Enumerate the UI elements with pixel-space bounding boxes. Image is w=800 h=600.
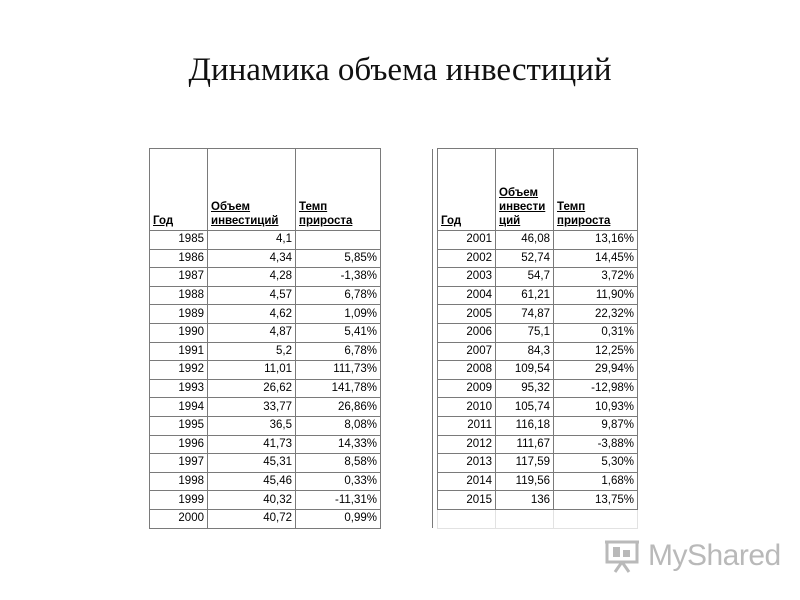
table-row	[438, 249, 638, 268]
table-row	[150, 361, 433, 380]
empty-cell	[381, 472, 433, 491]
table-row	[150, 323, 433, 342]
investment-cell: 11,01	[208, 361, 296, 380]
investment-table-left	[149, 148, 433, 529]
year-cell: 1991	[150, 342, 208, 361]
table-row	[438, 398, 638, 417]
growth-cell: 1,09%	[296, 305, 381, 324]
investment-cell: 4,57	[208, 286, 296, 305]
growth-cell: 14,33%	[296, 435, 381, 454]
growth-cell: 10,93%	[554, 398, 638, 417]
header-row	[438, 149, 638, 231]
table-row	[150, 509, 433, 528]
year-cell: 1996	[150, 435, 208, 454]
table-row	[150, 286, 433, 305]
table-row	[438, 491, 638, 510]
investment-cell: 45,31	[208, 454, 296, 473]
empty-cell	[438, 509, 496, 528]
table-row	[438, 305, 638, 324]
growth-cell: 9,87%	[554, 416, 638, 435]
growth-cell: 29,94%	[554, 361, 638, 380]
investment-cell: 95,32	[496, 379, 554, 398]
table-row	[438, 342, 638, 361]
year-cell: 2013	[438, 454, 496, 473]
investment-cell: 46,08	[496, 231, 554, 250]
growth-cell: 13,16%	[554, 231, 638, 250]
table-row	[150, 231, 433, 250]
investment-cell: 74,87	[496, 305, 554, 324]
empty-cell	[381, 342, 433, 361]
investment-cell: 4,1	[208, 231, 296, 250]
growth-cell: 0,33%	[296, 472, 381, 491]
table-row	[438, 416, 638, 435]
empty-row	[438, 509, 638, 528]
empty-cell	[381, 398, 433, 417]
investment-cell: 84,3	[496, 342, 554, 361]
growth-cell: 13,75%	[554, 491, 638, 510]
year-cell: 2002	[438, 249, 496, 268]
table-row	[150, 416, 433, 435]
investment-cell: 36,5	[208, 416, 296, 435]
growth-cell: -3,88%	[554, 435, 638, 454]
investment-table-right	[437, 148, 638, 529]
growth-cell: 0,31%	[554, 323, 638, 342]
column-header: Темп прироста	[296, 149, 381, 231]
year-cell: 2014	[438, 472, 496, 491]
growth-cell: 141,78%	[296, 379, 381, 398]
investment-cell: 4,87	[208, 323, 296, 342]
empty-cell	[381, 361, 433, 380]
year-cell: 1989	[150, 305, 208, 324]
column-header: Год	[150, 149, 208, 231]
table-row	[150, 398, 433, 417]
year-cell: 1988	[150, 286, 208, 305]
investment-cell: 5,2	[208, 342, 296, 361]
investment-cell: 54,7	[496, 268, 554, 287]
table-row	[150, 435, 433, 454]
investment-cell: 33,77	[208, 398, 296, 417]
year-cell: 1986	[150, 249, 208, 268]
investment-cell: 116,18	[496, 416, 554, 435]
year-cell: 1990	[150, 323, 208, 342]
empty-cell	[381, 268, 433, 287]
growth-cell: 3,72%	[554, 268, 638, 287]
empty-cell	[381, 509, 433, 528]
investment-cell: 61,21	[496, 286, 554, 305]
presentation-board-icon	[604, 538, 644, 574]
year-cell: 2007	[438, 342, 496, 361]
column-header: Темп прироста	[554, 149, 638, 231]
table-row	[438, 361, 638, 380]
year-cell: 2012	[438, 435, 496, 454]
year-cell: 1992	[150, 361, 208, 380]
growth-cell: 6,78%	[296, 286, 381, 305]
table-row	[438, 472, 638, 491]
growth-cell: -12,98%	[554, 379, 638, 398]
year-cell: 2008	[438, 361, 496, 380]
growth-cell: 12,25%	[554, 342, 638, 361]
year-cell: 2000	[150, 509, 208, 528]
table-row	[150, 472, 433, 491]
year-cell: 1995	[150, 416, 208, 435]
year-cell: 1997	[150, 454, 208, 473]
growth-cell: 0,99%	[296, 509, 381, 528]
table-row	[438, 286, 638, 305]
watermark	[604, 538, 781, 574]
year-cell: 1985	[150, 231, 208, 250]
growth-cell: 5,41%	[296, 323, 381, 342]
growth-cell: 111,73%	[296, 361, 381, 380]
empty-cell	[381, 379, 433, 398]
investment-cell: 4,28	[208, 268, 296, 287]
growth-cell: 5,30%	[554, 454, 638, 473]
investment-cell: 109,54	[496, 361, 554, 380]
year-cell: 2006	[438, 323, 496, 342]
empty-cell	[381, 149, 433, 231]
investment-cell: 26,62	[208, 379, 296, 398]
table-row	[438, 323, 638, 342]
year-cell: 1993	[150, 379, 208, 398]
year-cell: 2009	[438, 379, 496, 398]
table-row	[438, 379, 638, 398]
year-cell: 2015	[438, 491, 496, 510]
column-header: Объем инвести ций	[496, 149, 554, 231]
empty-cell	[554, 509, 638, 528]
investment-cell: 117,59	[496, 454, 554, 473]
year-cell: 2005	[438, 305, 496, 324]
year-cell: 1987	[150, 268, 208, 287]
table-row	[150, 249, 433, 268]
empty-cell	[381, 416, 433, 435]
growth-cell: 6,78%	[296, 342, 381, 361]
investment-cell: 119,56	[496, 472, 554, 491]
investment-cell: 75,1	[496, 323, 554, 342]
column-header: Год	[438, 149, 496, 231]
year-cell: 1998	[150, 472, 208, 491]
table-row	[150, 305, 433, 324]
empty-cell	[381, 454, 433, 473]
growth-cell: -1,38%	[296, 268, 381, 287]
year-cell: 2001	[438, 231, 496, 250]
year-cell: 2010	[438, 398, 496, 417]
table-row	[150, 454, 433, 473]
empty-cell	[381, 231, 433, 250]
slide-title: Динамика объема инвестиций	[188, 52, 612, 88]
year-cell: 2011	[438, 416, 496, 435]
growth-cell: 1,68%	[554, 472, 638, 491]
table-row	[438, 435, 638, 454]
table-row	[150, 379, 433, 398]
growth-cell: 8,58%	[296, 454, 381, 473]
growth-cell: 8,08%	[296, 416, 381, 435]
watermark-text: MyShared	[648, 539, 781, 572]
year-cell: 1999	[150, 491, 208, 510]
investment-cell: 40,72	[208, 509, 296, 528]
year-cell: 2004	[438, 286, 496, 305]
investment-cell: 4,62	[208, 305, 296, 324]
table-row	[438, 231, 638, 250]
empty-cell	[381, 491, 433, 510]
growth-cell: 14,45%	[554, 249, 638, 268]
empty-cell	[381, 435, 433, 454]
year-cell: 2003	[438, 268, 496, 287]
investment-cell: 41,73	[208, 435, 296, 454]
growth-cell: 5,85%	[296, 249, 381, 268]
header-row	[150, 149, 433, 231]
table-row	[150, 268, 433, 287]
empty-cell	[496, 509, 554, 528]
investment-cell: 40,32	[208, 491, 296, 510]
investment-cell: 4,34	[208, 249, 296, 268]
table-row	[438, 268, 638, 287]
investment-cell: 111,67	[496, 435, 554, 454]
empty-cell	[381, 286, 433, 305]
investment-cell: 45,46	[208, 472, 296, 491]
growth-cell	[296, 231, 381, 250]
table-row	[438, 454, 638, 473]
year-cell: 1994	[150, 398, 208, 417]
growth-cell: 22,32%	[554, 305, 638, 324]
investment-cell: 136	[496, 491, 554, 510]
growth-cell: 11,90%	[554, 286, 638, 305]
investment-cell: 105,74	[496, 398, 554, 417]
column-header: Объем инвестиций	[208, 149, 296, 231]
investment-cell: 52,74	[496, 249, 554, 268]
table-row	[150, 491, 433, 510]
empty-cell	[381, 249, 433, 268]
empty-cell	[381, 323, 433, 342]
empty-cell	[381, 305, 433, 324]
table-row	[150, 342, 433, 361]
growth-cell: 26,86%	[296, 398, 381, 417]
growth-cell: -11,31%	[296, 491, 381, 510]
